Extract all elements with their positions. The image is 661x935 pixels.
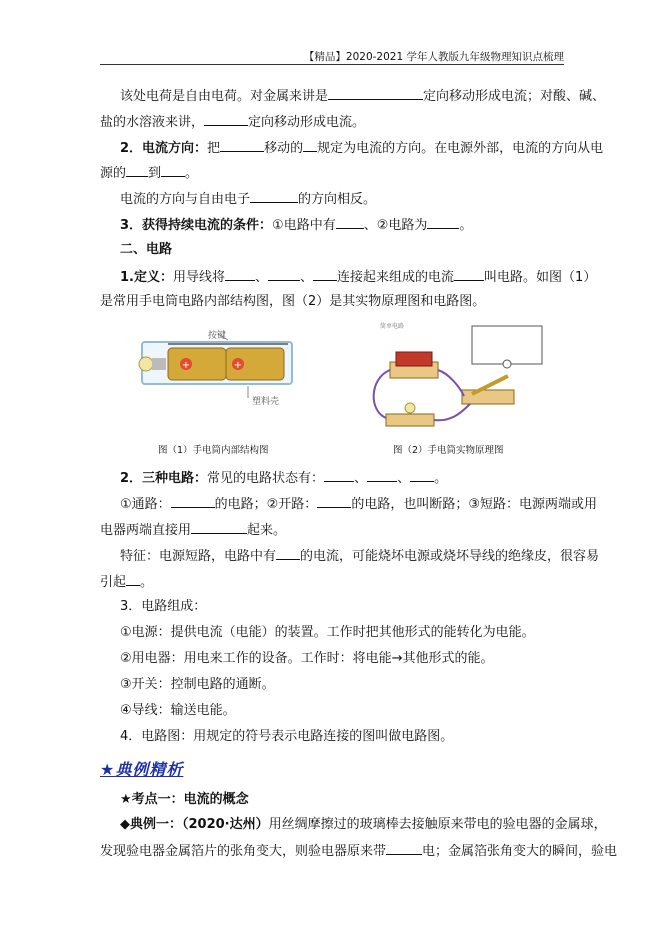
text-line-19: ④导线：输送电能。: [120, 703, 236, 718]
section-logo-text: 典例精析: [115, 760, 184, 779]
label-simple-circuit: 简单电路: [380, 323, 405, 330]
bulb-socket: [152, 358, 166, 370]
text-line-18: ③开关：控制电路的通断。: [120, 677, 275, 692]
switch-board: [462, 390, 514, 404]
text-line-4: 源的 到 。: [100, 163, 198, 183]
battery-2-plus-label: +: [233, 360, 243, 371]
figure2-caption: 图（2）手电筒实物原理图: [393, 445, 504, 456]
text-line-1: 该处电荷是自由电荷。对金属来讲是 定向移动形成电流；对酸、碱、: [120, 86, 605, 106]
text-line-11: ①通路： 的电路；②开路： 的电路，也叫断路；③短路：电源两端或用: [120, 494, 597, 514]
flashlight-structure-figure: [128, 330, 298, 410]
bulb: [139, 357, 153, 371]
section-heading-circuit: 二、电路: [120, 242, 173, 257]
text-line-6: 3．获得持续电流的条件：①电路中有 、②电路为 。: [120, 215, 472, 235]
lamp-board: [386, 414, 434, 426]
text-line-8: 1.定义：用导线将 、 、 连接起来组成的电流 叫电路。如图（1）: [120, 267, 596, 287]
battery-holder: [396, 352, 432, 366]
text-line-15: 3．电路组成：: [120, 599, 207, 614]
text-line-24: 发现验电器金属箔片的张角变大，则验电器原来带 电；金属箔张角变大的瞬间，验电: [100, 841, 617, 861]
schematic-lamp: [503, 360, 511, 368]
lamp: [405, 403, 415, 413]
key-point-1: ★考点一：电流的概念: [120, 792, 249, 807]
text-line-10: 2．三种电路：常见的电路状态有： 、 、 。: [120, 468, 447, 488]
figure1-caption: 图（1）手电筒内部结构图: [158, 445, 269, 456]
wire-right: [438, 370, 464, 396]
battery-1: [168, 348, 226, 380]
wire-bottom: [434, 404, 470, 420]
text-line-13: 特征：电源短路，电路中有 的电流，可能烧坏电源或烧坏导线的绝缘皮，很容易: [120, 546, 599, 566]
text-line-5: 电流的方向与自由电子 的方向相反。: [120, 189, 376, 209]
text-line-23: ◆典例一：（2020·达州）用丝绸摩擦过的玻璃棒去接触原来带电的验电器的金属球，: [120, 817, 607, 832]
text-line-12: 电器两端直接用 起来。: [100, 520, 286, 540]
star-icon: ★: [100, 760, 116, 779]
header-rule: [100, 64, 564, 65]
label-shell: 塑料壳: [252, 397, 280, 407]
section-logo: [100, 757, 183, 780]
battery-1-plus-label: +: [181, 360, 191, 371]
text-line-2: 盐的水溶液来讲， 定向移动形成电流。: [100, 112, 365, 132]
text-line-3: 2．电流方向：把 移动的 规定为电流的方向。在电源外部，电流的方向从电: [120, 138, 603, 158]
text-line-17: ②用电器：用电来工作的设备。工作时：将电能→其他形式的能。: [120, 651, 494, 666]
schematic-diagram: [472, 326, 542, 364]
wire-left: [374, 370, 390, 418]
flashlight-circuit-figure: [360, 318, 550, 428]
text-line-9: 是常用手电筒电路内部结构图，图（2）是其实物原理图和电路图。: [100, 294, 486, 309]
text-line-16: ①电源：提供电流（电能）的装置。工作时把其他形式的能转化为电能。: [120, 625, 535, 640]
label-button: 按键: [208, 331, 227, 341]
page-header: 【精品】2020-2021 学年人教版九年级物理知识点梳理: [303, 51, 564, 63]
text-line-20: 4．电路图：用规定的符号表示电路连接的图叫做电路图。: [120, 729, 454, 744]
text-line-14: 引起 。: [100, 572, 153, 592]
